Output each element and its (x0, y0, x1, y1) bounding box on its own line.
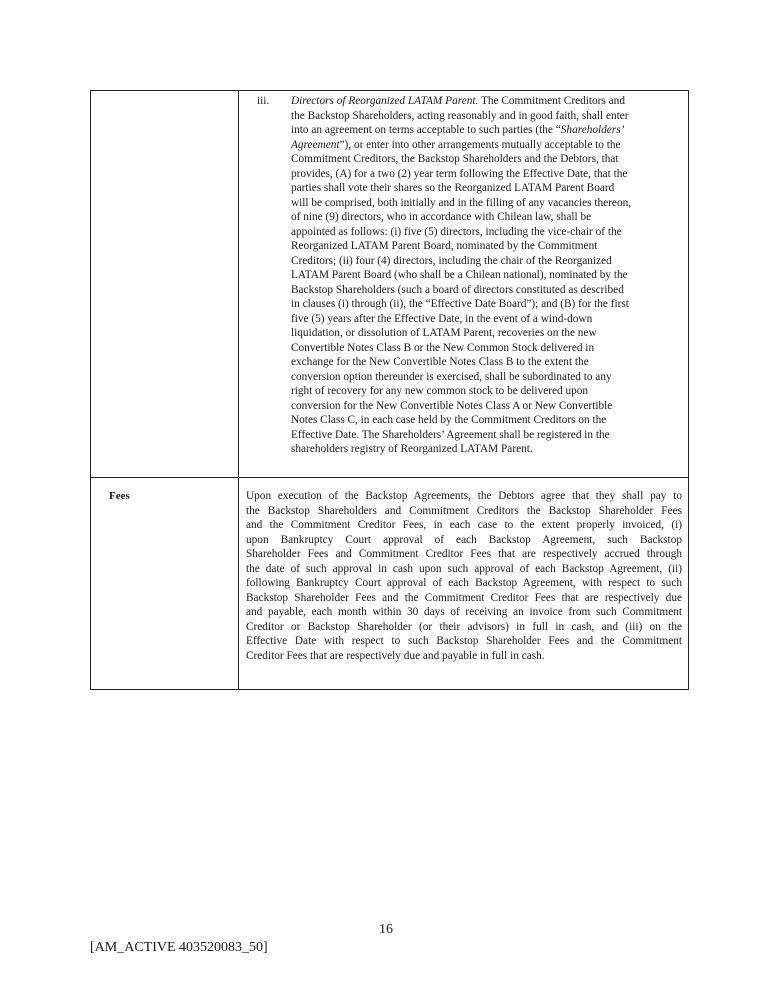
defined-term: Shareholders’ (560, 124, 625, 136)
clause-line: five (5) years after the Effective Date, in the event of a wind-down (291, 312, 593, 325)
clause-line: appointed as follows: (i) five (5) directors, including the vice-chair of the (291, 225, 622, 238)
fees-line: and the Commitment Creditor Fees, in each case to the extent properly invoiced, (i) (246, 519, 682, 531)
fees-line: Upon execution of the Backstop Agreements, the Debtors agree that they shall pay to (246, 490, 682, 502)
clause-body (291, 94, 631, 457)
clause-line: Convertible Notes Class B or the New Common Stock delivered in (291, 341, 595, 354)
clause-line: conversion option thereunder is exercised, shall be subordinated to any (291, 370, 612, 383)
page-number: 16 (379, 922, 393, 937)
fees-line: upon Bankruptcy Court approval of each Backstop Agreement, such Backstop (246, 533, 682, 546)
row-label-fees: Fees (109, 490, 130, 502)
document-id-footer: [AM_ACTIVE 403520083_50] (90, 940, 268, 955)
table-row (91, 91, 689, 478)
clause-line: of nine (9) directors, who in accordance with Chilean law, shall be (291, 211, 592, 223)
row-label (91, 91, 238, 103)
clause-line: will be comprised, both initially and in the filling of any vacancies thereon, (291, 196, 632, 209)
clause-line: shareholders registry of Reorganized LATAM Parent. (291, 443, 533, 455)
clause-line: Effective Date. The Shareholders’ Agreement shall be registered in the (291, 428, 610, 441)
clause-numeral: iii. (257, 95, 270, 107)
row-content-cell (239, 91, 689, 478)
clause-line: exchange for the New Convertible Notes Class B to the extent the (291, 356, 589, 368)
fees-line: and payable, each month within 30 days of receiving an invoice from such Commitment (246, 606, 682, 618)
clause-line: Creditors; (ii) four (4) directors, including the chair of the Reorganized (291, 254, 612, 267)
clause-line: Backstop Shareholders (such a board of directors constituted as described (291, 283, 624, 296)
clause-line: Directors of Reorganized LATAM Parent. The Commitment Creditors and (291, 95, 625, 107)
clause-line: provides, (A) for a two (2) year term following the Effective Date, that the (291, 167, 628, 180)
row-label-cell (91, 478, 239, 690)
fees-line: the date of such approval in cash upon such approval of each Backstop Agreement, (ii) (246, 562, 682, 575)
clause-line: parties shall vote their shares so the Reorganized LATAM Parent Board (291, 182, 615, 194)
fees-line: following Bankruptcy Court approval of each Backstop Agreement, with respect to such (246, 577, 682, 589)
term-sheet-table (90, 90, 689, 690)
clause-line: LATAM Parent Board (who shall be a Chilean national), nominated by the (291, 269, 628, 281)
clause-line: in clauses (i) through (ii), the “Effective Date Board”); and (B) for the first (291, 298, 629, 310)
clause-line: liquidation, or dissolution of LATAM Parent, recoveries on the new (291, 327, 597, 339)
row-label-cell (91, 91, 239, 478)
fees-line: Shareholder Fees and Commitment Creditor Fees that are respectively accrued through (246, 548, 682, 560)
clause-line: conversion for the New Convertible Notes Class A or New Convertible (291, 399, 613, 412)
clause-line: Reorganized LATAM Parent Board, nominated by the Commitment (291, 240, 598, 252)
fees-line: Creditor or Backstop Shareholder (or their advisors) in full in cash, and (iii) on the (246, 620, 682, 633)
defined-term: Agreement (291, 138, 340, 151)
fees-line: the Backstop Shareholders and Commitment Creditors the Backstop Shareholder Fees (246, 504, 682, 517)
clause-iii (239, 91, 688, 457)
clause-line: Notes Class C, in each case held by the Commitment Creditors on the (291, 414, 607, 426)
clause-line: Agreement”), or enter into other arrangements mutually acceptable to the (291, 138, 621, 151)
clause-line: the Backstop Shareholders, acting reasonably and in good faith, shall enter (291, 109, 629, 122)
table-row (91, 478, 689, 690)
clause-line: Commitment Creditors, the Backstop Shareholders and the Debtors, that (291, 153, 619, 165)
fees-paragraph (239, 478, 688, 663)
clause-line: into an agreement on terms acceptable to such parties (the “Shareholders’ (291, 124, 625, 136)
fees-line: Backstop Shareholder Fees and the Commitment Creditor Fees that are respectively due (246, 591, 682, 604)
clause-heading: Directors of Reorganized LATAM Parent. (291, 95, 479, 107)
clause-line: right of recovery for any new common stock to be delivered upon (291, 385, 589, 397)
fees-line: Creditor Fees that are respectively due and payable in full in cash. (246, 649, 545, 662)
fees-line: Effective Date with respect to such Backstop Shareholder Fees and the Commitment (246, 635, 682, 647)
row-content-cell (239, 478, 689, 690)
